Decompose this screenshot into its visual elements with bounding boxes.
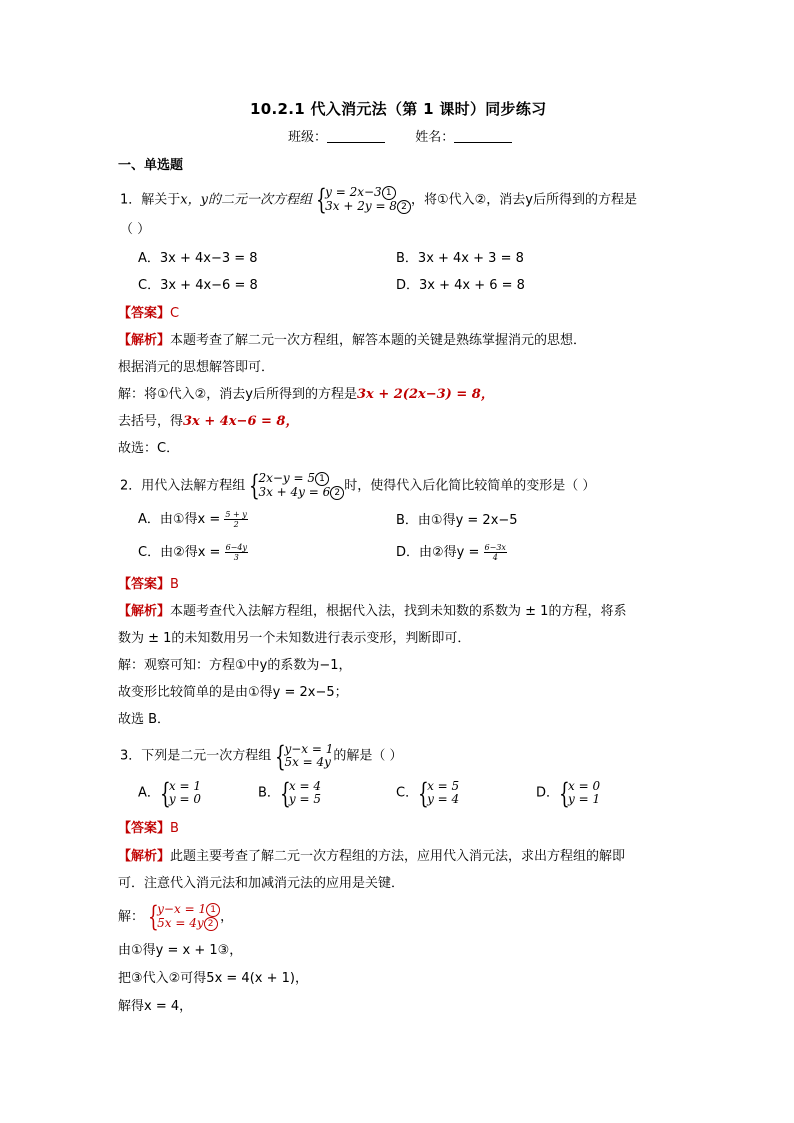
q1-line-2-eq: 3x + 2(2x−3) = 8， [357, 387, 494, 402]
q2-stem [120, 469, 596, 502]
q2-option-d: D．由②得y = $\frac{6-3x}{4}$ [396, 543, 506, 562]
q3-system: { y−x = 1 5x = 4y [275, 740, 334, 773]
q2-option-a: A．由①得x = $\frac{5 + y}{2}$ [138, 510, 247, 529]
q3-option-a: A． { x = 1 y = 0 [138, 777, 202, 810]
q1-line-3 [118, 413, 298, 431]
q1-answer-label: 【答案】 [118, 306, 171, 321]
q1-answer [118, 305, 179, 323]
circle-1-icon: 1 [382, 186, 396, 200]
q1-analysis-text: 本题考查了解二元一次方程组，解答本题的关键是熟练掌握消元的思想． [170, 333, 587, 348]
circle-1-icon: 1 [315, 472, 329, 486]
q1-line-4: 故选：C． [118, 441, 180, 456]
q2-eq2: 3x + 4y = 6 2 [258, 486, 344, 500]
name-blank [454, 128, 512, 143]
q1-stem-vars: x，y的二元一次方程组 [180, 192, 312, 208]
q3-analysis-2: 可．注意代入消元法和加减消元法的应用是关键． [118, 876, 405, 891]
q1-option-d: D．3x + 4x + 6 = 8 [396, 278, 525, 293]
circle-1-icon: 1 [206, 903, 220, 917]
q2-answer: 【答案】B [118, 577, 179, 592]
q1-stem-pre: 解关于 [141, 192, 181, 208]
q2-line-4: 故变形比较简单的是由①得y = 2x−5； [118, 685, 348, 700]
q1-system: { y = 2x−3 1 3x + 2y = 8 2 [316, 186, 411, 214]
q2-number: 2． [120, 478, 142, 494]
q1-option-a: A．3x + 4x−3 = 8 [138, 251, 258, 266]
q2-stem-pre: 用代入法解方程组 [141, 478, 246, 494]
q1-answer-value: C [170, 306, 180, 321]
q1-eq1: y = 2x−3 1 [325, 186, 411, 200]
q1-analysis [118, 332, 586, 350]
q2-line-3: 解：观察可知：方程①中y的系数为−1， [118, 658, 352, 673]
q3-analysis-1: 【解析】此题主要考查了解二元一次方程组的方法，应用代入消元法，求出方程组的解即 [118, 849, 626, 864]
q1-line-3-text: 去括号，得 [118, 414, 184, 429]
q1-line-3-eq: 3x + 4x−6 = 8， [183, 414, 299, 429]
q2-analysis-1: 【解析】本题考查代入法解方程组，根据代入法，找到未知数的系数为 ± 1的方程，将系 [118, 604, 627, 619]
class-label: 班级： [288, 130, 328, 145]
q3-answer: 【答案】B [118, 821, 179, 836]
q3-line-a: 由①得y = x + 1③， [118, 943, 243, 958]
q2-stem-post: 时，使得代入后化简比较简单的变形是（ ） [344, 478, 596, 494]
q2-option-c: C．由②得x = $\frac{6-4y}{3}$ [138, 543, 247, 562]
q1-eq2: 3x + 2y = 8 2 [325, 200, 411, 214]
q3-option-b: B． { x = 4 y = 5 [258, 777, 322, 810]
q2-analysis-2: 数为 ± 1的未知数用另一个未知数进行表示变形，判断即可． [118, 631, 471, 646]
q1-number: 1． [120, 192, 142, 208]
page-title: 10.2.1 代入消元法（第 1 课时）同步练习 [250, 100, 547, 118]
name-label: 姓名： [415, 130, 455, 145]
q3-stem: 3．下列是二元一次方程组 { y−x = 1 5x = 4y 的解是（ ） [120, 740, 403, 773]
q3-option-c: C． { x = 5 y = 4 [396, 777, 460, 810]
q1-stem-post: ，将①代入②，消去y后所得到的方程是 [410, 192, 637, 208]
q1-paren: （ ） [120, 222, 151, 237]
q1-option-c: C．3x + 4x−6 = 8 [138, 278, 258, 293]
q3-solution: 解： { y−x = 1 1 5x = 4y 2 ， [118, 900, 234, 933]
q3-line-c: 解得x = 4， [118, 999, 193, 1014]
q2-option-b: B．由①得y = 2x−5 [396, 513, 518, 528]
q1-option-b: B．3x + 4x + 3 = 8 [396, 251, 524, 266]
section-title: 一、单选题 [118, 158, 184, 173]
q2-eq1: 2x−y = 5 1 [258, 472, 344, 486]
class-blank [327, 128, 385, 143]
q2-system: { 2x−y = 5 1 3x + 4y = 6 2 [249, 472, 344, 500]
q1-analysis-label: 【解析】 [118, 333, 171, 348]
q1-line-2-text: 解：将①代入②，消去y后所得到的方程是 [118, 387, 358, 402]
q1-stem [120, 183, 637, 216]
circle-2-icon: 2 [330, 486, 344, 500]
class-name-line [288, 128, 512, 147]
q3-line-b: 把③代入②可得5x = 4(x + 1)， [118, 971, 308, 986]
circle-2-icon: 2 [204, 917, 218, 931]
circle-2-icon: 2 [397, 200, 411, 214]
q3-option-d: D． { x = 0 y = 1 [536, 777, 601, 810]
q1-line-2 [118, 386, 494, 404]
q2-line-5: 故选 B． [118, 712, 171, 727]
q1-line-1: 根据消元的思想解答即可． [118, 360, 275, 375]
